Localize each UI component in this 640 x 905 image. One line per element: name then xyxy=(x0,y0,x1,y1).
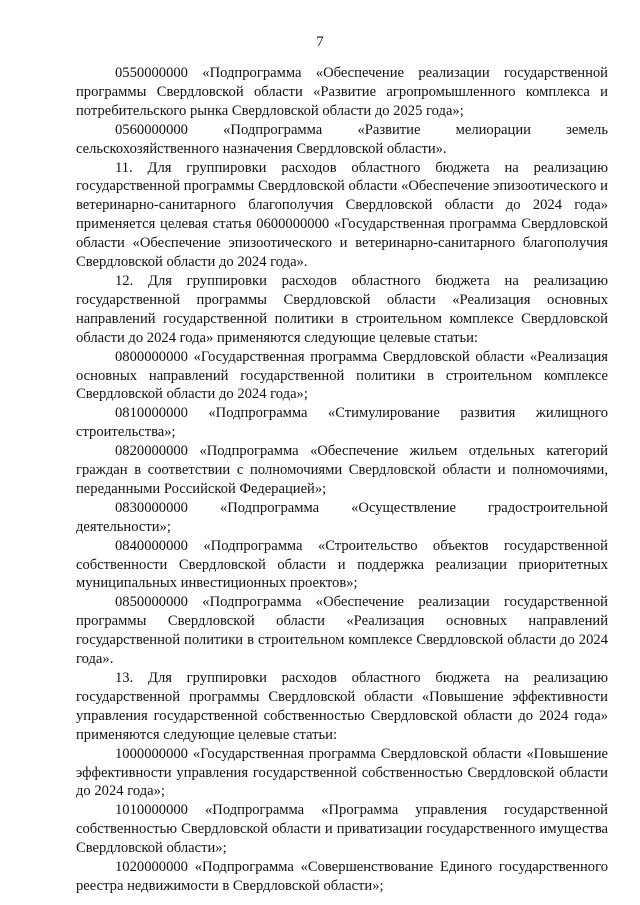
paragraph-subprogram-0850000000: 0850000000 «Подпрограмма «Обеспечение реализации государственной программы Свердловской области «Реализация основных направлений государственной политики в строительном комплексе Свердловской области до 2024 года». xyxy=(76,594,608,668)
paragraph-item-12: 12. Для группировки расходов областного бюджета на реализацию государственной программы Свердловской области «Реализация основных направлений государственной политики в строительном комплексе Свердловской области до 2024 года» применяются следующие целевые статьи: xyxy=(76,272,608,346)
paragraph-item-13: 13. Для группировки расходов областного бюджета на реализацию государственной программы Свердловской области «Повышение эффективности управления государственной собственностью Свердловской области до 2024 года» применяются следующие целевые статьи: xyxy=(76,670,608,743)
paragraph-subprogram-0840000000: 0840000000 «Подпрограмма «Строительство объектов государственной собственности Свердловской области и поддержка реализации приоритетных муниципальных инвестиционных проектов»; xyxy=(76,537,608,592)
paragraph-item-11: 11. Для группировки расходов областного бюджета на реализацию государственной программы Свердловской области «Обеспечение эпизоотического и ветеринарно-санитарного благополучия Свердловской области до 2024 года» применяется целевая статья 0600000000 «Государственная программа Свердловской области «Обеспечение эпизоотического и ветеринарно-санитарного благополучия Свердловской области до 2024 года». xyxy=(76,159,608,271)
paragraph-program-0800000000: 0800000000 «Государственная программа Свердловской области «Реализация основных направлений государственной политики в строительном комплексе Свердловской области до 2024 года»; xyxy=(76,348,608,403)
paragraph-subprogram-0560000000: 0560000000 «Подпрограмма «Развитие мелиорации земель сельскохозяйственного назначения Свердловской области». xyxy=(76,121,608,157)
document-body xyxy=(76,64,608,896)
paragraph-subprogram-1020000000: 1020000000 «Подпрограмма «Совершенствование Единого государственного реестра недвижимости в Свердловской области»; xyxy=(76,859,608,894)
paragraph-subprogram-0810000000: 0810000000 «Подпрограмма «Стимулирование развития жилищного строительства»; xyxy=(76,405,608,441)
paragraph-subprogram-0820000000: 0820000000 «Подпрограмма «Обеспечение жильем отдельных категорий граждан в соответствии с полномочиями Свердловской области и полномочиями, переданными Российской Федерацией»; xyxy=(76,443,608,497)
paragraph-subprogram-0550000000: 0550000000 «Подпрограмма «Обеспечение реализации государственной программы Свердловской области «Развитие агропромышленного комплекса и потребительского рынка Свердловской области до 2025 года»; xyxy=(76,65,608,119)
paragraph-subprogram-1010000000: 1010000000 «Подпрограмма «Программа управления государственной собственностью Свердловской области и приватизации государственного имущества Свердловской области»; xyxy=(76,802,608,857)
page-number: 7 xyxy=(316,34,324,50)
paragraph-program-1000000000: 1000000000 «Государственная программа Свердловской области «Повышение эффективности управления государственной собственностью Свердловской области до 2024 года»; xyxy=(76,745,608,800)
paragraph-subprogram-0830000000: 0830000000 «Подпрограмма «Осуществление градостроительной деятельности»; xyxy=(76,499,608,535)
